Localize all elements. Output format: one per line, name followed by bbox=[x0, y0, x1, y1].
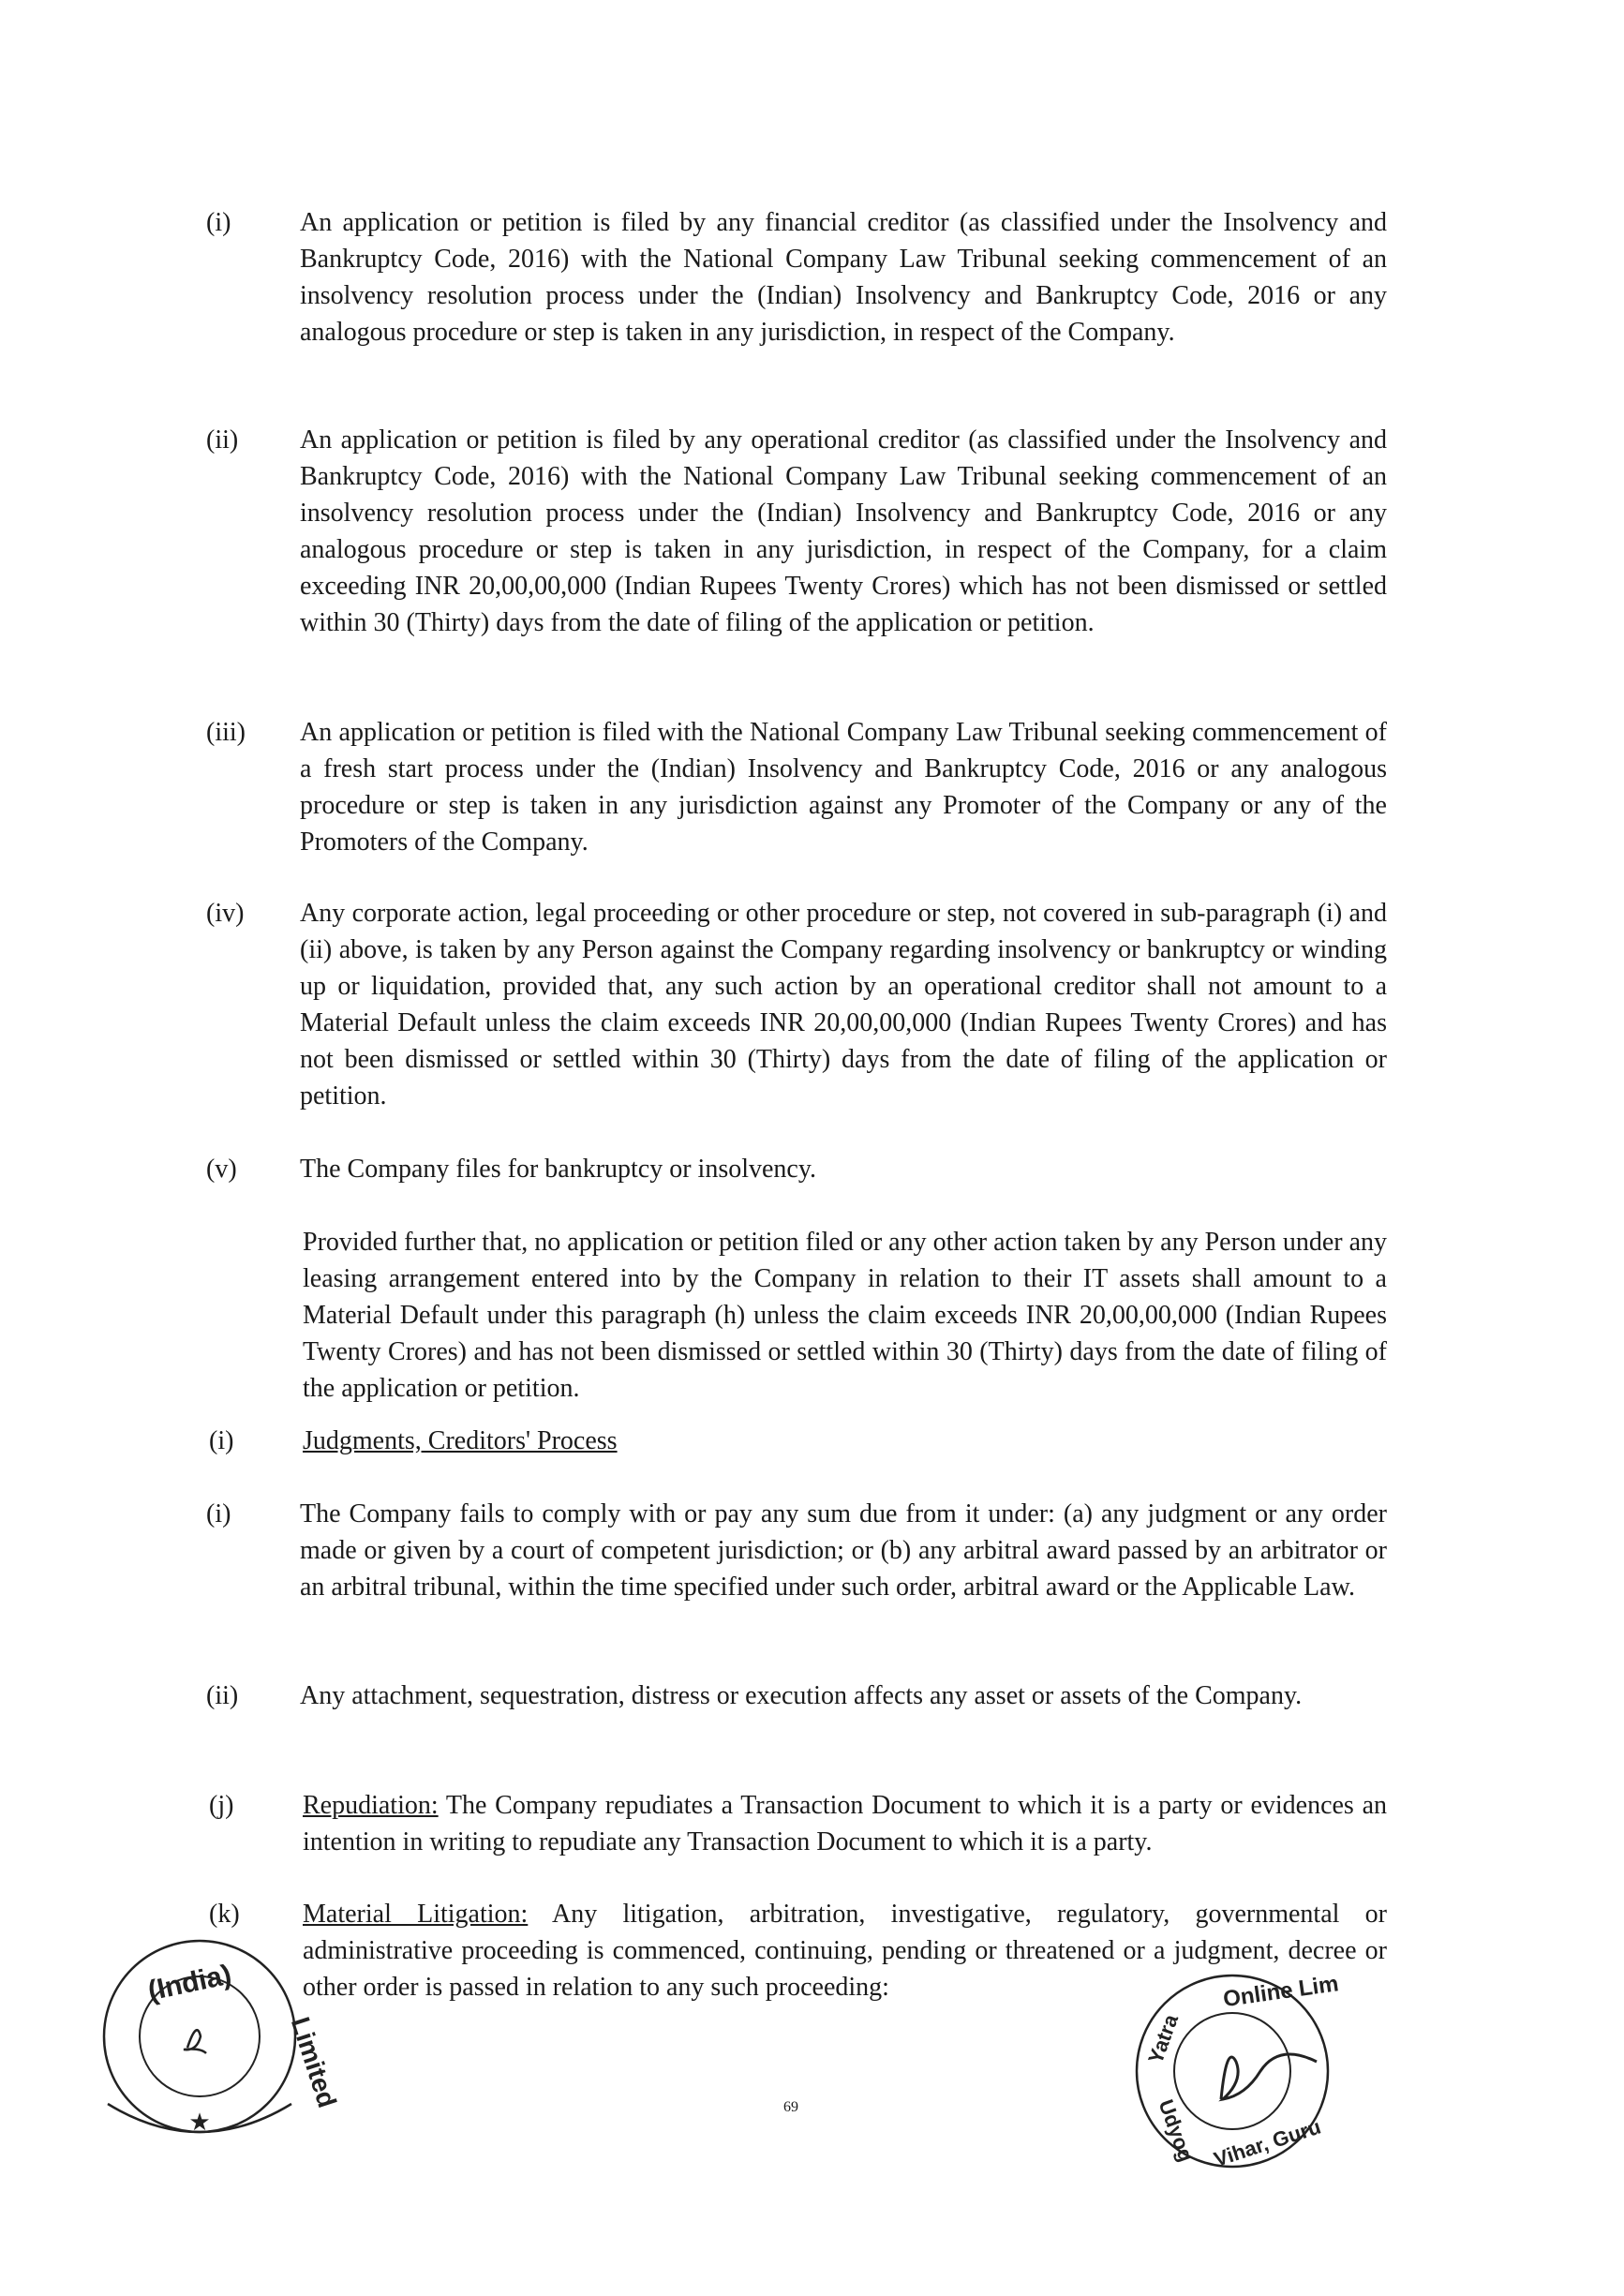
clause-title: Material Litigation: bbox=[303, 1900, 529, 1929]
clause-number: (j) bbox=[209, 1791, 234, 1820]
clause-title: Judgments, Creditors' Process bbox=[303, 1426, 618, 1455]
item-text: The Company fails to comply with or pay any sum due from it under: (a) any judgment or any order made or given by a court of competent jurisdiction; or (b) any arbitral award passed by an arbitrator or an arbitral tribunal, within the time specified under such order, arbitral award or the Applicable Law. bbox=[300, 1499, 1387, 1602]
proviso-paragraph bbox=[303, 1224, 1387, 1407]
list-item bbox=[206, 1151, 1387, 1187]
item-number: (i) bbox=[206, 208, 231, 237]
clause-heading-judgments bbox=[209, 1423, 1387, 1459]
star-icon: ★ bbox=[188, 2109, 211, 2136]
director-signature bbox=[1221, 2054, 1317, 2099]
list-item bbox=[206, 895, 1387, 1114]
seal-text-limited: Limited bbox=[285, 2013, 342, 2111]
seal-inner-ring bbox=[1174, 2013, 1290, 2129]
item-number: (ii) bbox=[206, 425, 239, 455]
seal-text-vihar: Vihar, Guru bbox=[1211, 2114, 1324, 2171]
clause-number: (k) bbox=[209, 1900, 240, 1929]
list-item bbox=[206, 714, 1387, 860]
clause-text: The Company repudiates a Transaction Document to which it is a party or evidences an intention in writing to repudiate any Transaction Document to which it is a party. bbox=[303, 1791, 1387, 1856]
item-text: An application or petition is filed by any financial creditor (as classified under the Insolvency and Bankruptcy Code, 2016) with the National Company Law Tribunal seeking commencement of an insolvency resolution process under the (Indian) Insolvency and Bankruptcy Code, 2016 or any analogous procedure or step is taken in any jurisdiction, in respect of the Company. bbox=[300, 208, 1387, 347]
list-item bbox=[206, 1677, 1387, 1714]
clause-text: Any litigation, arbitration, investigative, regulatory, governmental or administrative proceeding is commenced, continuing, pending or threatened or a judgment, decree or other order is passed in relation to any such proceeding: bbox=[303, 1900, 1387, 2002]
item-number: (ii) bbox=[206, 1681, 239, 1710]
proviso-text: Provided further that, no application or petition filed or any other action taken by any Person under any leasing arrangement entered into by the Company in relation to their IT assets shall amount to a Material Default under this paragraph (h) unless the claim exceeds INR 20,00,00,000 (Indian Rupees Twenty Crores) and has not been dismissed or settled within 30 (Thirty) days from the date of filing of the application or petition. bbox=[303, 1228, 1388, 1403]
clause-repudiation bbox=[209, 1787, 1387, 1860]
clause-number: (i) bbox=[209, 1426, 234, 1455]
seal-text-online: Online Lim bbox=[1221, 1971, 1341, 2013]
item-text: The Company files for bankruptcy or insolvency. bbox=[300, 1155, 817, 1184]
item-text: Any corporate action, legal proceeding or other procedure or step, not covered in sub-paragraph (i) and (ii) above, is taken by any Person against the Company regarding insolvency or bankruptcy or winding up or liquidation, provided that, any such action by an operational creditor shall not amount to a Material Default unless the claim exceeds INR 20,00,00,000 (Indian Rupees Twenty Crores) and has not been dismissed or settled within 30 (Thirty) days from the date of filing of the application or petition. bbox=[300, 899, 1387, 1111]
item-number: (iv) bbox=[206, 899, 245, 928]
seal-signature bbox=[184, 2030, 206, 2053]
item-number: (iii) bbox=[206, 718, 246, 747]
list-item bbox=[206, 422, 1387, 641]
list-item bbox=[206, 204, 1387, 350]
item-text: An application or petition is filed with the National Company Law Tribunal seeking commencement of a fresh start process under the (Indian) Insolvency and Bankruptcy Code, 2016 or any analogous procedure or step is taken in any jurisdiction against any Promoter of the Company or any of the Promoters of the Company. bbox=[300, 718, 1387, 857]
page-number: 69 bbox=[783, 2099, 798, 2115]
seal-text-india: (India) bbox=[144, 1959, 234, 2007]
item-number: (i) bbox=[206, 1499, 231, 1528]
company-seal-left bbox=[89, 1926, 342, 2160]
list-item bbox=[206, 1496, 1387, 1605]
company-seal-right bbox=[1120, 1959, 1392, 2193]
clause-title: Repudiation: bbox=[303, 1791, 439, 1820]
item-number: (v) bbox=[206, 1155, 237, 1184]
item-text: Any attachment, sequestration, distress or execution affects any asset or assets of the Company. bbox=[300, 1681, 1303, 1710]
seal-text-udyog: Udyog bbox=[1154, 2096, 1199, 2165]
item-text: An application or petition is filed by any operational creditor (as classified under the Insolvency and Bankruptcy Code, 2016) with the National Company Law Tribunal seeking commencement of an insolvency resolution process under the (Indian) Insolvency and Bankruptcy Code, 2016 or any analogous procedure or step is taken in any jurisdiction, in respect of the Company, for a claim exceeding INR 20,00,00,000 (Indian Rupees Twenty Crores) which has not been dismissed or settled within 30 (Thirty) days from the date of filing of the application or petition. bbox=[300, 425, 1387, 637]
seal-text-yatra: Yatra bbox=[1143, 2011, 1184, 2067]
